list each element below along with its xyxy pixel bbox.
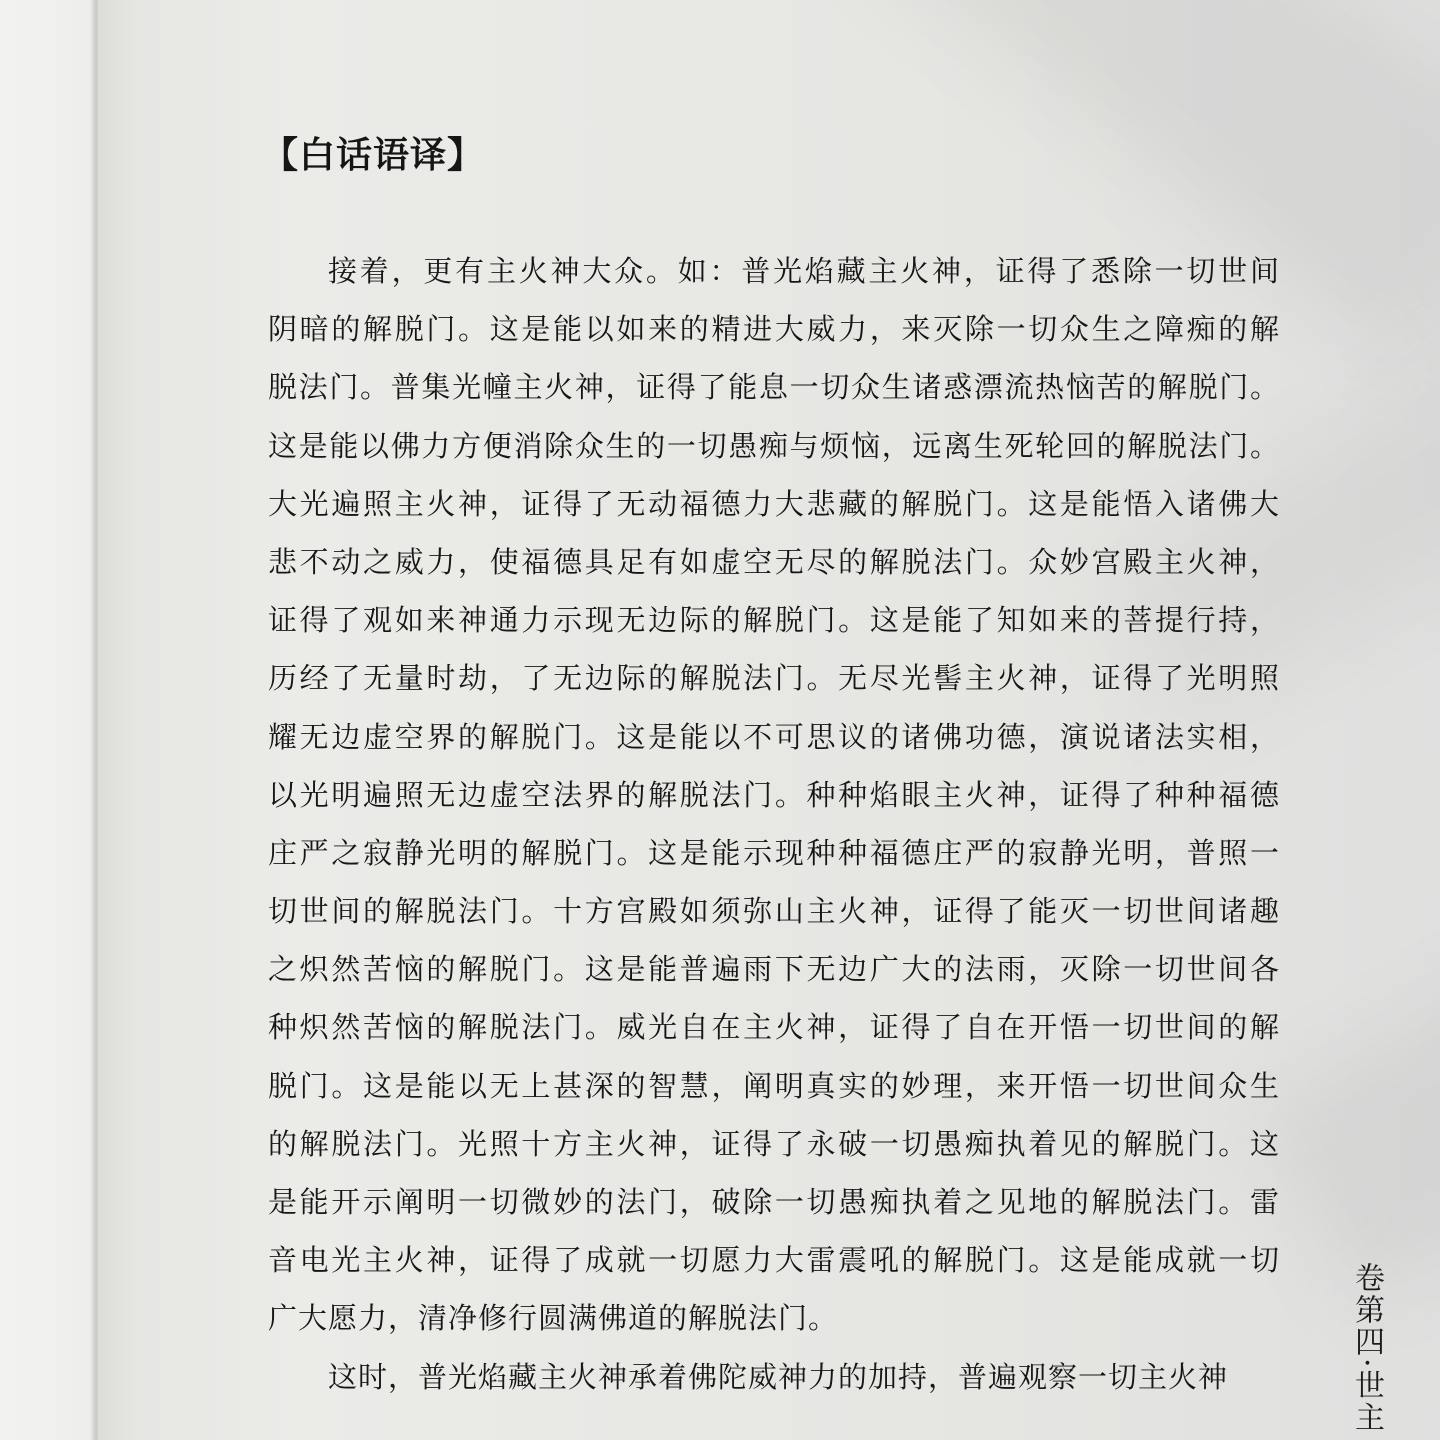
text-line: 之炽然苦恼的解脱门。这是能普遍雨下无边广大的法雨，灭除一切世间各 [268,952,1280,987]
text-line: 历经了无量时劫，了无边际的解脱法门。无尽光髻主火神，证得了光明照 [268,661,1280,696]
text-line: 证得了观如来神通力示现无边际的解脱门。这是能了知如来的菩提行持， [268,603,1280,638]
text-line: 的解脱法门。光照十方主火神，证得了永破一切愚痴执着见的解脱门。这 [268,1126,1280,1161]
text-line: 脱法门。普集光幢主火神，证得了能息一切众生诸惑漂流热恼苦的解脱门。 [268,370,1280,405]
section-heading: 【白话语译】 [262,135,485,176]
text-line: 悲不动之威力，使福德具足有如虚空无尽的解脱法门。众妙宫殿主火神， [268,544,1280,579]
text-line: 广大愿力，清净修行圆满佛道的解脱法门。 [268,1301,839,1336]
text-line: 种炽然苦恼的解脱法门。威光自在主火神，证得了自在开悟一切世间的解 [268,1010,1280,1045]
text-line: 这是能以佛力方便消除众生的一切愚痴与烦恼，远离生死轮回的解脱法门。 [268,428,1280,463]
body-text [268,242,1280,1406]
text-line: 切世间的解脱法门。十方宫殿如须弥山主火神，证得了能灭一切世间诸趣 [268,894,1280,929]
text-line: 庄严之寂静光明的解脱门。这是能示现种种福德庄严的寂静光明，普照一 [268,835,1280,870]
text-line: 脱门。这是能以无上甚深的智慧，阐明真实的妙理，来开悟一切世间众生 [268,1068,1280,1103]
text-line: 这时，普光焰藏主火神承着佛陀威神力的加持，普遍观察一切主火神 [328,1359,1229,1394]
text-line: 接着，更有主火神大众。如：普光焰藏主火神，证得了悉除一切世间 [328,254,1280,288]
text-line: 音电光主火神，证得了成就一切愿力大雷震吼的解脱门。这是能成就一切 [268,1243,1280,1278]
text-line: 阴暗的解脱门。这是能以如来的精进大威力，来灭除一切众生之障痴的解 [268,312,1280,347]
text-line: 耀无边虚空界的解脱门。这是能以不可思议的诸佛功德，演说诸法实相， [268,719,1280,754]
text-line: 以光明遍照无边虚空法界的解脱法门。种种焰眼主火神，证得了种种福德 [268,777,1280,812]
text-line: 是能开示阐明一切微妙的法门，破除一切愚痴执着之见地的解脱法门。雷 [268,1185,1280,1219]
running-header: 卷第四·世主 [1349,1262,1384,1434]
text-line: 大光遍照主火神，证得了无动福德力大悲藏的解脱门。这是能悟入诸佛大 [268,486,1280,521]
